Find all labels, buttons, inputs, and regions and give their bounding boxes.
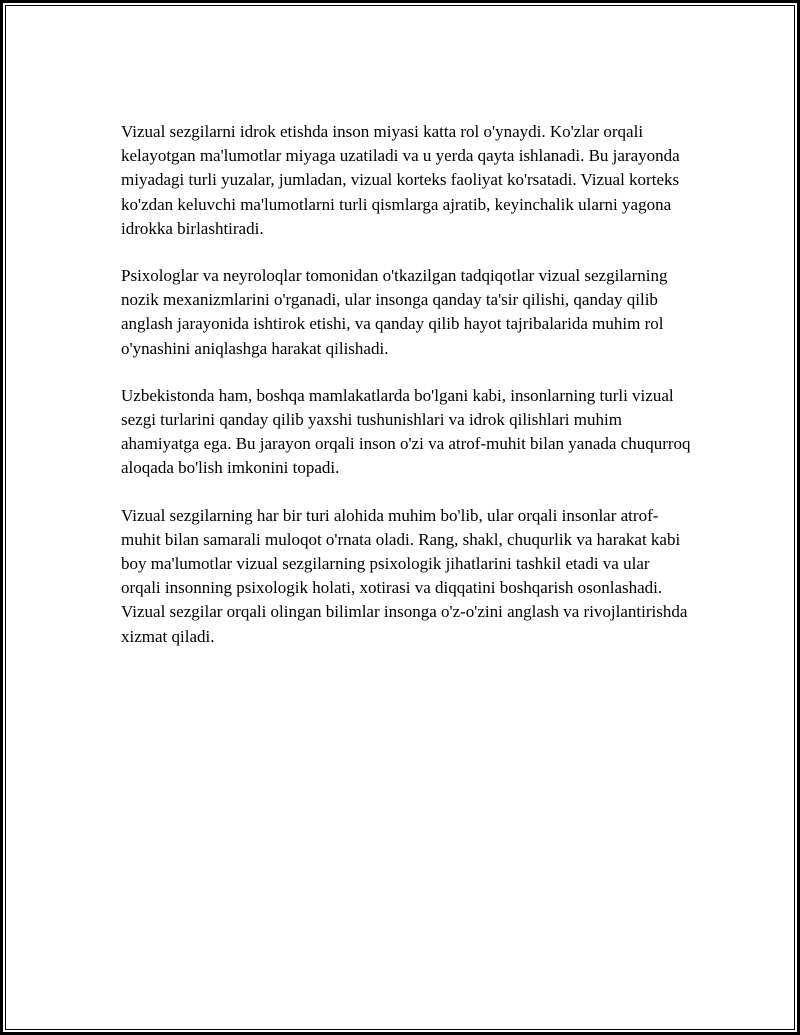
document-body: [121, 120, 693, 649]
paragraph-2: Psixologlar va neyroloqlar tomonidan o'tkazilgan tadqiqotlar vizual sezgilarning nozik mexanizmlarini o'rganadi, ular insonga qanday ta'sir qilishi, qanday qilib anglash jarayonida ishtirok etishi, va qanday qilib hayot tajribalarida muhim rol o'ynashini aniqlashga harakat qilishadi.: [121, 266, 668, 358]
paragraph-3: Uzbekistonda ham, boshqa mamlakatlarda bo'lgani kabi, insonlarning turli vizual sezgi turlarini qanday qilib yaxshi tushunishlari va idrok qilishlari muhim ahamiyatga ega. Bu jarayon orqali inson o'zi va atrof-muhit bilan yanada chuqurroq aloqada bo'lish imkonini topadi.: [121, 385, 691, 478]
paragraph-1: Vizual sezgilarni idrok etishda inson miyasi katta rol o'ynaydi. Ko'zlar orqali kelayotgan ma'lumotlar miyaga uzatiladi va u yerda qayta ishlanadi. Bu jarayonda miyadagi turli yuzalar, jumladan, vizual korteks faoliyat ko'rsatadi. Vizual korteks ko'zdan keluvchi ma'lumotlarni turli qismlarga ajratib, keyinchalik ularni yagona idrokka birlashtiradi.: [121, 122, 680, 238]
paragraph-4: Vizual sezgilarning har bir turi alohida muhim bo'lib, ular orqali insonlar atrof-muhit bilan samarali muloqot o'rnata oladi. Rang, shakl, chuqurlik va harakat kabi boy ma'lumotlar vizual sezgilarning psixologik jihatlarini tashkil etadi va ular orqali insonning psixologik holati, xotirasi va diqqatini boshqarish osonlashadi. Vizual sezgilar orqali olingan bilimlar insonga o'z-o'zini anglash va rivojlantirishda xizmat qiladi.: [121, 505, 688, 646]
